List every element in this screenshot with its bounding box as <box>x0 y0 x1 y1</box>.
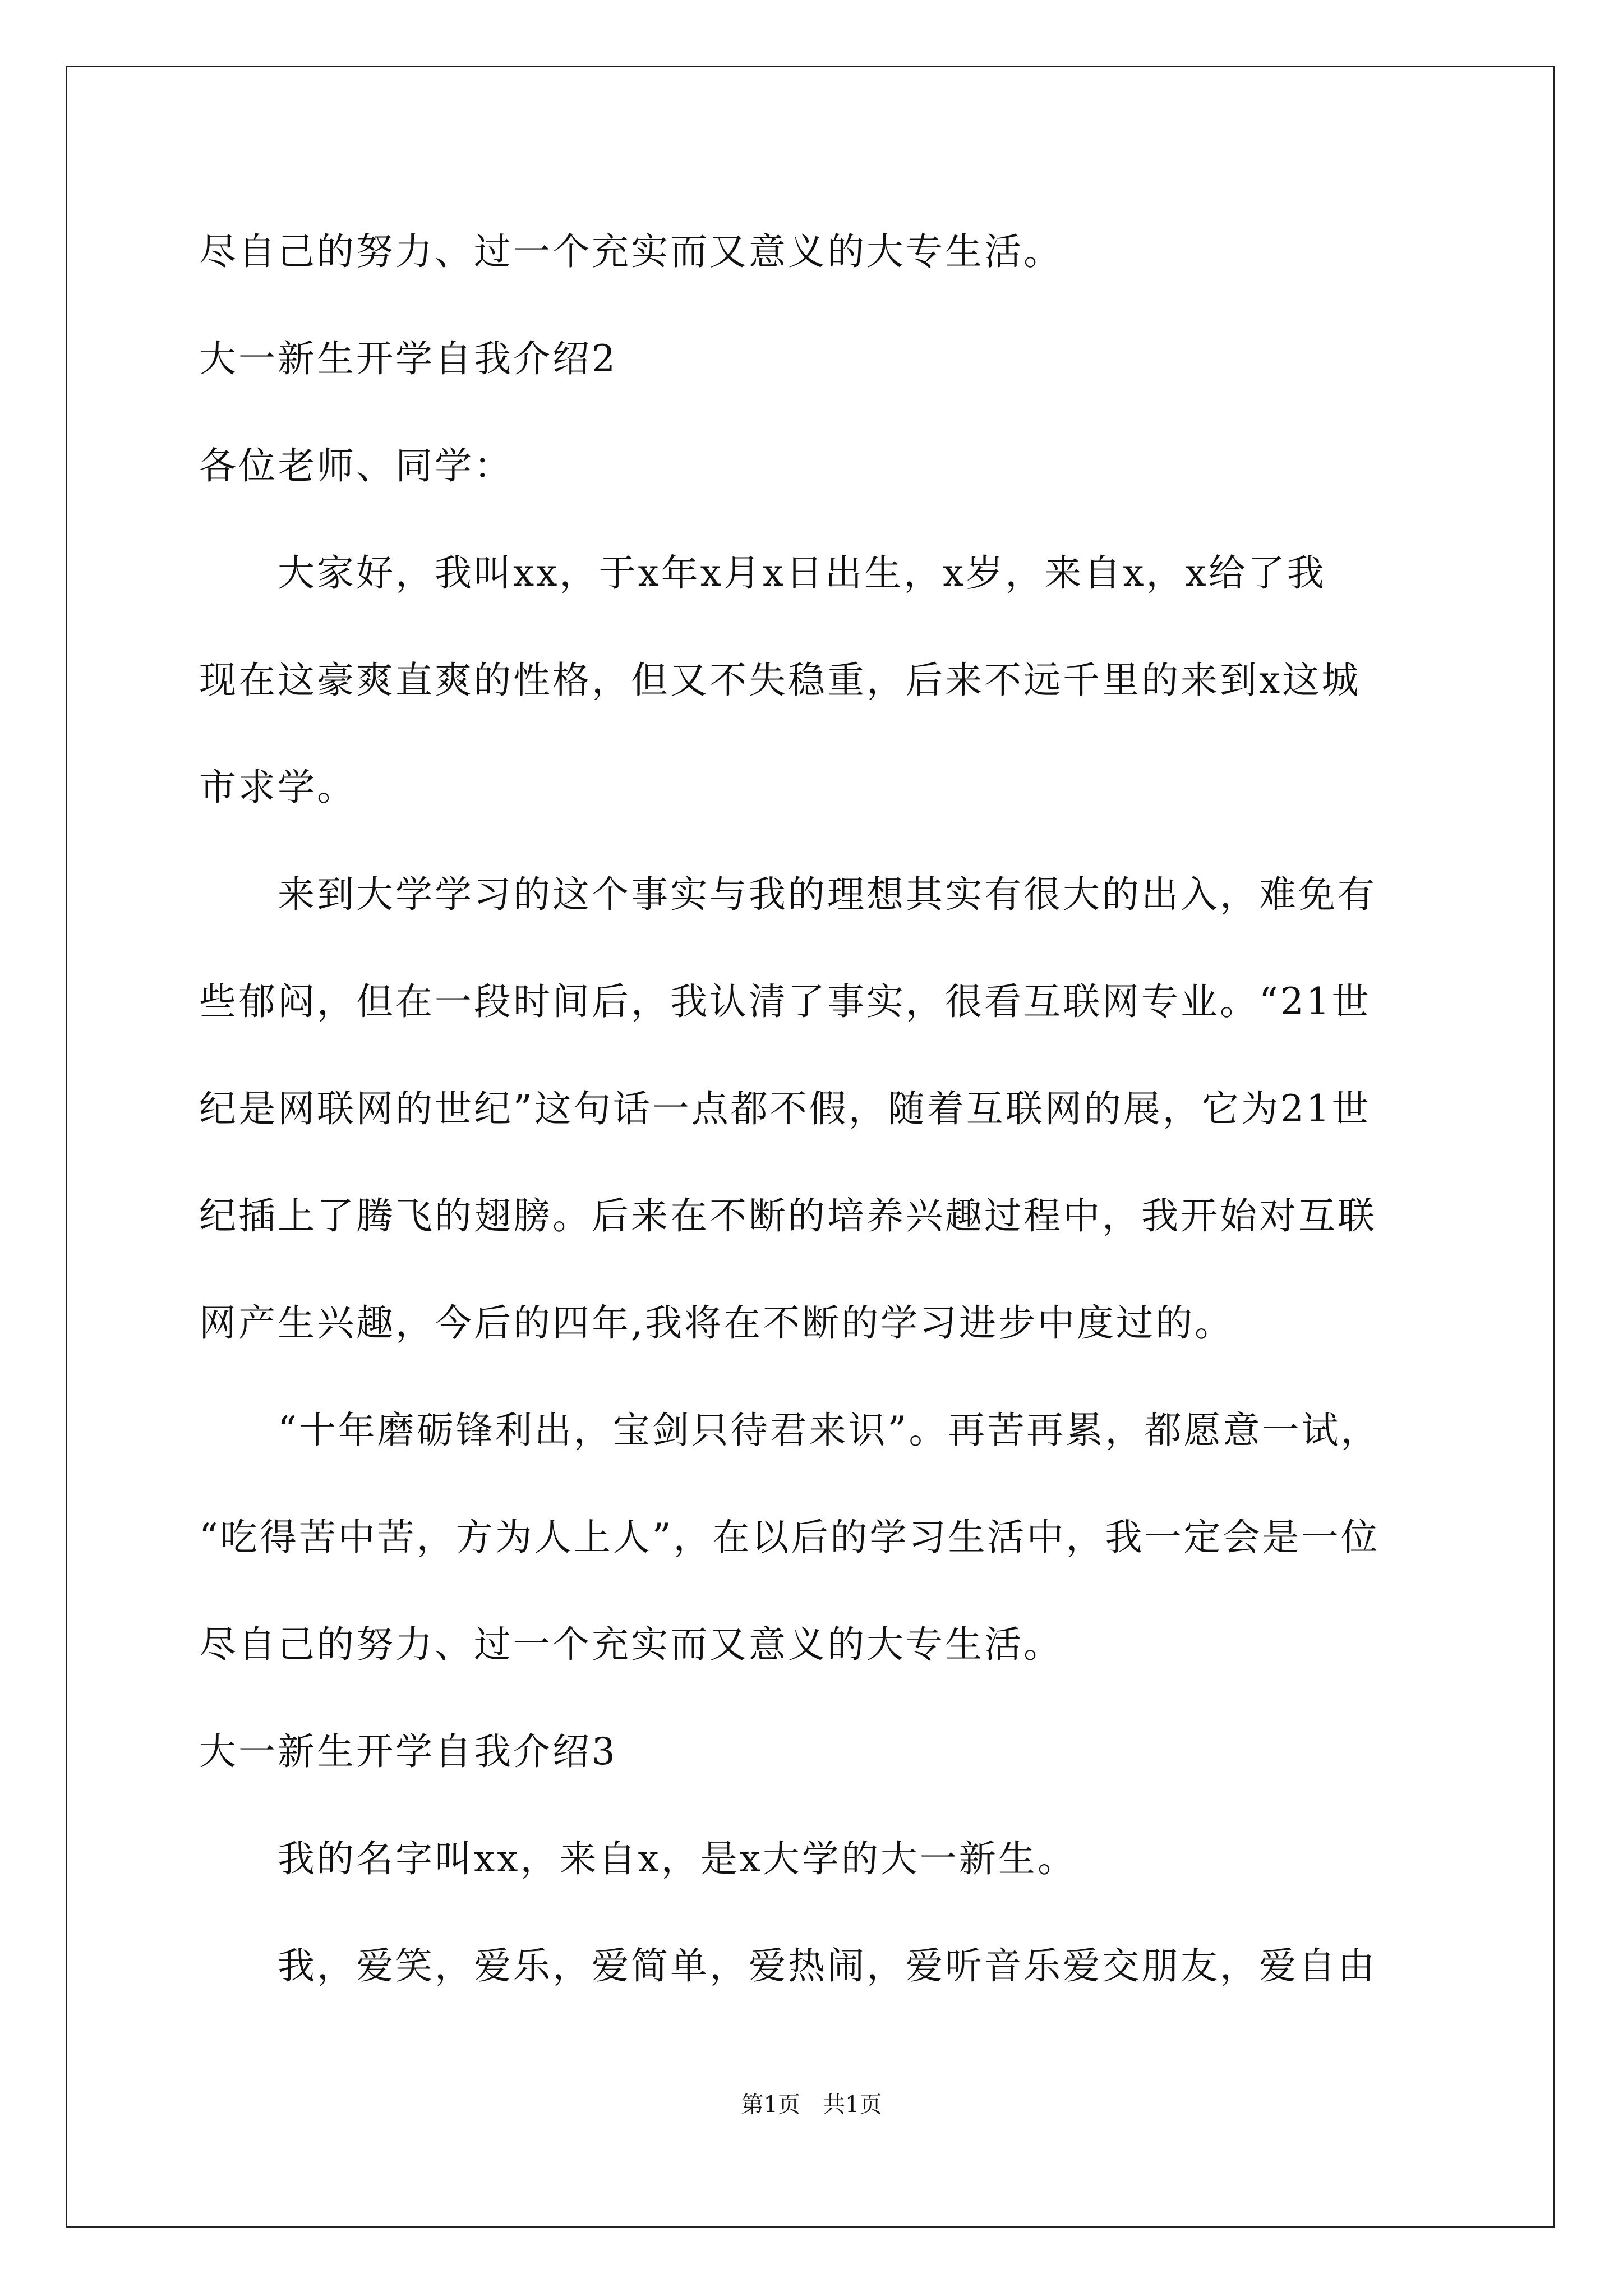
text-line: “吃得苦中苦，方为人上人”，在以后的学习生活中，我一定会是一位 <box>199 1516 1380 1559</box>
section-heading: 大一新生开学自我介绍2 <box>199 337 617 380</box>
text-line: “十年磨砺锋利出，宝剑只待君来识”。再苦再累，都愿意一试， <box>199 1409 1380 1452</box>
text-line: 现在这豪爽直爽的性格，但又不失稳重，后来不远千里的来到x这城 <box>199 659 1361 702</box>
text-line: 尽自己的努力、过一个充实而又意义的大专生活。 <box>199 1623 1063 1666</box>
text-line: 我，爱笑，爱乐，爱简单，爱热闹，爱听音乐爱交朋友，爱自由 <box>199 1944 1377 1987</box>
section-heading: 大一新生开学自我介绍3 <box>199 1730 617 1773</box>
text-line: 我的名字叫xx，来自x，是x大学的大一新生。 <box>199 1837 1077 1880</box>
page-footer: 第1页 共1页 <box>741 2092 882 2118</box>
text-line: 市求学。 <box>199 766 356 809</box>
text-line: 网产生兴趣，今后的四年,我将在不断的学习进步中度过的。 <box>199 1301 1234 1345</box>
text-line: 尽自己的努力、过一个充实而又意义的大专生活。 <box>199 230 1063 273</box>
text-line: 来到大学学习的这个事实与我的理想其实有很大的出入，难免有 <box>199 873 1377 916</box>
text-line: 大家好，我叫xx，于x年x月x日出生，x岁，来自x，x给了我 <box>199 551 1326 595</box>
text-line: 纪是网联网的世纪”这句话一点都不假，随着互联网的展，它为21世 <box>199 1087 1371 1130</box>
salutation: 各位老师、同学： <box>199 444 513 487</box>
text-line: 纪插上了腾飞的翅膀。后来在不断的培养兴趣过程中，我开始对互联 <box>199 1194 1377 1237</box>
text-line: 些郁闷，但在一段时间后，我认清了事实，很看互联网专业。“21世 <box>199 980 1371 1023</box>
page-border <box>66 66 1555 2228</box>
